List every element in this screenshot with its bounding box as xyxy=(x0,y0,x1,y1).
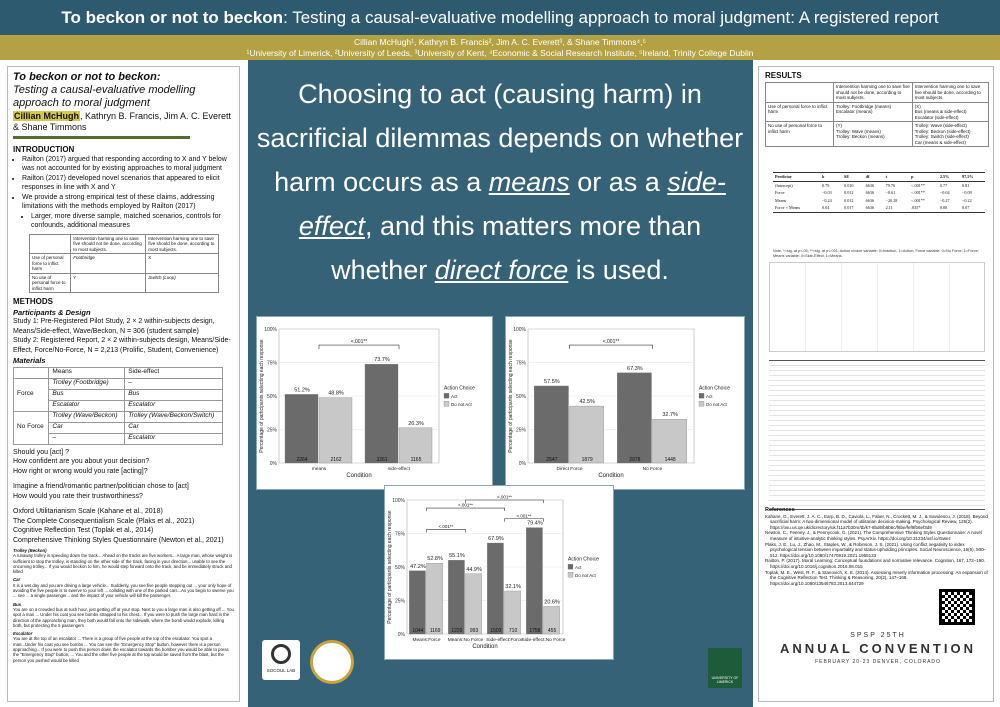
bar-count-label: 710 xyxy=(508,628,518,634)
forest-plot-thumbnail xyxy=(769,262,985,352)
table-cell: Trolley (Wave/Beckon/Switch) xyxy=(125,411,223,422)
x-tick-label: Means:No Force xyxy=(447,638,484,643)
cell: −0.27 xyxy=(939,197,950,203)
y-tick-label: 0% xyxy=(397,632,405,638)
bar xyxy=(409,571,425,634)
scale-item: The Complete Consequentialism Scale (Plaks et al., 2021) xyxy=(13,517,195,525)
intro-bullet: • Railton (2017) argued that responding according to X and Y below was not accounted for by existing approaches to moral judgment xyxy=(22,155,234,174)
question-text: Should you [act] ? xyxy=(13,448,70,456)
bar xyxy=(427,563,443,634)
table-cell: Escalator xyxy=(125,400,223,411)
main-claim xyxy=(250,72,750,292)
participants-heading: Participants & Design xyxy=(13,307,91,317)
x-tick-label: Side-effect:No Force xyxy=(521,638,566,643)
table-cell xyxy=(834,122,913,147)
table-row xyxy=(773,189,985,197)
table-cell: Car xyxy=(49,422,125,433)
references-block xyxy=(765,507,991,586)
significance-label: <.001** xyxy=(458,502,473,508)
table-cell: Escalator xyxy=(125,433,223,444)
bar-value-label: 67.9% xyxy=(488,536,504,543)
scenario-name: Escalator xyxy=(13,631,33,637)
intro-list xyxy=(22,155,234,231)
table-cell: Trolley (Wave/Beckon) xyxy=(49,411,125,422)
x-tick-label: Means:Force xyxy=(412,638,441,643)
bar xyxy=(617,373,651,463)
claim-means: means xyxy=(488,167,570,197)
methods-heading: METHODS xyxy=(13,297,53,306)
claim-text: is used. xyxy=(568,255,669,285)
legend-swatch xyxy=(568,564,573,569)
bar xyxy=(466,574,482,634)
table-row xyxy=(773,181,985,189)
bar xyxy=(365,364,398,463)
y-tick-label: 50% xyxy=(394,565,405,571)
col-header: b xyxy=(820,173,842,182)
bar-count-label: 2264 xyxy=(296,457,308,463)
reference-item: Railton, P. (2017). Moral Learning: Conceptual foundations and normative relevance. Cognition, 167, 172–190. https://doi.org/10.1016/j.cognition.2016.08.015 xyxy=(765,558,986,569)
scenario-text: You are at the top of an escalator ... There is a group of five people at the top of the escalator. You spot a man...Under his coat you see bombs ... You can see the "Emergency Stop" button, however there is a person approaching... If you were to push this person down the escalator towards the bomber you would be able to press the "Emergency Stop" button, ... You and the other five people at the top would be saved from the blast, but the person you pushed would be killed xyxy=(13,636,229,663)
table-row-label: No use of personal force to inflict harm xyxy=(30,273,71,293)
y-tick-label: 100% xyxy=(264,327,277,333)
y-axis-label: Percentage of participants selecting each response xyxy=(259,339,265,453)
chart-svg xyxy=(257,317,492,489)
cell: −0.03 xyxy=(821,190,832,195)
bar-value-label: 67.3% xyxy=(627,365,643,372)
bar-count-label: 2978 xyxy=(629,457,641,463)
legend-label: Do not Act xyxy=(706,401,727,407)
significance-label: <.001** xyxy=(497,494,512,500)
x-tick-label: side-effect xyxy=(387,467,411,472)
cell: 0.017 xyxy=(842,204,864,212)
cell: 6636 xyxy=(865,182,875,188)
table-cell: Trolley (Footbridge) xyxy=(49,378,125,389)
brand-line3: FEBRUARY 20-23 DENVER, COLORADO xyxy=(815,659,941,665)
brand-line1: SPSP 25TH xyxy=(850,632,906,639)
claim-text: , and this matters more than whether xyxy=(331,211,702,285)
socoul-logo-ring xyxy=(271,644,291,664)
table-cell: Bus xyxy=(125,389,223,400)
x-axis-label: Condition xyxy=(346,473,372,479)
scenario-car xyxy=(13,577,234,598)
bar-count-label: 1220 xyxy=(451,628,463,634)
x-tick-label: No Force xyxy=(642,467,663,472)
table-header: Intervention harming one to save five should not be done, according to most subjects. xyxy=(834,83,913,103)
bar-count-label: 1165 xyxy=(410,457,422,463)
study1-text: Study 1: Pre-Registered Pilot Study, 2 × 2 within-subjects design, Means/Side-effect, Wave/Beckon, N = 306 (student sample) xyxy=(13,318,215,335)
scale-item: Oxford Utilitarianism Scale (Kahane et al., 2018) xyxy=(13,508,163,515)
coefficients-table xyxy=(773,172,985,213)
table-header: Side-effect xyxy=(125,367,223,378)
legend-label: Act xyxy=(575,564,582,570)
cell: −0.24 xyxy=(821,197,832,203)
bar-count-label: 1044 xyxy=(412,628,424,634)
bar-count-label: 993 xyxy=(469,628,479,634)
cell-line: Bus (means & side-effect) xyxy=(914,109,967,114)
x-tick-label: Side-effect:Force xyxy=(486,638,523,643)
panel-title xyxy=(13,71,234,110)
chart-svg xyxy=(385,486,613,659)
scenario-bus xyxy=(13,602,234,628)
bar-value-label: 20.6% xyxy=(544,599,560,606)
cell: .035* xyxy=(909,204,938,212)
table-row xyxy=(773,204,985,212)
bar-count-label: 2162 xyxy=(330,457,342,463)
y-tick-label: 25% xyxy=(394,598,405,605)
intro-bullet: • Railton (2017) developed novel scenarios that appeared to elicit responses in line with X and Y xyxy=(22,174,234,193)
y-axis-label: Percentage of participants selecting each response xyxy=(508,339,514,453)
cell-line: Car (means & side-effect) xyxy=(914,139,966,145)
bar-value-label: 44.9% xyxy=(466,566,482,573)
study2-text: Study 2: Registered Report, 2 × 2 within-subjects design, Means/Side-Effect, Force/No-Force, N = 2,213 (Prolific, Student, Convenience) xyxy=(13,337,231,354)
panel-authors xyxy=(13,111,234,133)
cell-line: Trolley: Wave (side-effect) xyxy=(914,123,967,128)
conference-brand xyxy=(768,632,988,665)
y-tick-label: 50% xyxy=(266,394,277,400)
cell: 0.04 xyxy=(820,204,842,212)
panel-title-line1: To beckon or not to beckon: xyxy=(13,71,161,83)
significance-label: <.001** xyxy=(350,339,368,346)
bar-value-label: 79.4% xyxy=(527,520,543,527)
bar-count-label: 1448 xyxy=(664,457,676,463)
legend-label: Act xyxy=(706,393,713,399)
materials-heading: Materials xyxy=(13,356,46,365)
claim-text: or as a xyxy=(569,167,668,197)
bar-value-label: 47.2% xyxy=(410,563,426,570)
y-tick-label: 25% xyxy=(515,427,526,434)
table-cell xyxy=(912,122,988,147)
ul-logo-text: UNIVERSITY OF LIMERICK xyxy=(711,676,739,684)
legend-title: Action Choice xyxy=(699,385,730,392)
claim-direct-force: direct force xyxy=(434,255,569,285)
bar-value-label: 42.5% xyxy=(579,399,595,406)
cell-line: Trolley: Switch (side-effect) xyxy=(914,134,969,139)
table-cell: Switch (Loop) xyxy=(146,273,219,293)
y-tick-label: 75% xyxy=(394,531,405,538)
table-header: Means xyxy=(49,367,125,378)
cell-line: Trolley: Beckon (side-effect) xyxy=(914,128,971,134)
bar-value-label: 51.2% xyxy=(294,387,310,394)
question-text: How right or wrong would you rate [acting]? xyxy=(13,467,148,475)
scenario-name: Bus xyxy=(13,601,22,607)
col-header: df xyxy=(864,173,884,182)
highlighted-author: Cillian McHugh xyxy=(14,111,79,121)
references-heading: References xyxy=(765,507,795,513)
table-cell: Car xyxy=(125,422,223,433)
scenario-escalator xyxy=(13,631,234,663)
intro-sub-bullet: • Larger, more diverse sample, matched scenarios, controls for confounds, additional measures xyxy=(31,212,234,231)
cell-line: (X) xyxy=(914,103,921,109)
questions-block-1 xyxy=(13,448,234,477)
y-axis-label: Percentage of participants selecting each response xyxy=(387,510,393,624)
col-header: p xyxy=(909,173,938,182)
cell: <.001** xyxy=(911,182,925,188)
table-row-label: Force xyxy=(14,378,49,411)
cell-line: Trolley: Footbridge (means) xyxy=(836,103,892,109)
cell-line: Trolley: Wave (means) xyxy=(836,128,881,134)
scales-list xyxy=(13,507,234,545)
panel-title-line3: approach to moral judgment xyxy=(13,97,150,109)
cell: <.001** xyxy=(911,197,925,203)
table-header: Intervention harming one to save five should be done, according to most subjects. xyxy=(146,234,219,254)
cell: 0.00 xyxy=(938,204,960,212)
cell: −0.22 xyxy=(961,197,972,203)
cell: 0.010 xyxy=(844,182,854,188)
y-tick-label: 0% xyxy=(269,461,277,467)
y-tick-label: 75% xyxy=(515,360,526,367)
scale-item: Comprehensive Thinking Styles Questionnaire (Newton et al., 2021) xyxy=(13,536,224,544)
cell-line: Escalator (side-effect) xyxy=(914,114,959,120)
chart-means-sideeffect xyxy=(256,316,493,490)
cell: 6636 xyxy=(865,190,875,195)
scenario-text: You are on a crowded bus at rush hour, just getting off at your stop. Next to you a large man is also getting off ... You spot a man ... Under his coat you see bombs strapped to his chest... If you were to push the large man hard in the direction of the approaching man, they both would fall onto the sidewalk, where the bomb would explode, killing both, but protecting the 5 passengers xyxy=(13,606,234,628)
col-header: 97.5% xyxy=(960,173,985,182)
cell: 0.77 xyxy=(939,182,948,188)
scenario-trolley xyxy=(13,548,234,574)
col-header: t xyxy=(884,173,909,182)
y-tick-label: 50% xyxy=(515,394,526,400)
bar xyxy=(487,543,503,634)
table-cell: – xyxy=(125,378,223,389)
significance-label: <.001** xyxy=(438,523,454,529)
intro-bullet-text: We provide a strong empirical test of these claims, addressing limitations with the methods employed by Railton (2017) xyxy=(22,193,215,210)
reference-item: Toplak, M. E., West, R. F., & Stanovich, K. E. (2014). Assessing miserly information processing: An expansion of the Cognitive Reflection Test. Thinking & Reasoning, 20(2), 147–168. https://doi.org/10.1080/13546783.2013.844729 xyxy=(765,569,988,586)
cell: 79.76 xyxy=(885,182,896,188)
legend-swatch xyxy=(699,401,704,406)
cell: −20.28 xyxy=(885,197,898,203)
legend-swatch xyxy=(568,572,573,577)
author-list: Cillian McHugh¹, Kathryn B. Francis², Jim A. C. Everett³, & Shane Timmons⁴,⁵ xyxy=(353,37,646,47)
cell-line: Escalator (means) xyxy=(836,109,873,114)
cell: Force × Means xyxy=(773,204,820,212)
bar xyxy=(526,528,542,634)
legend-title: Action Choice xyxy=(444,385,475,392)
question-text: How would you rate their trustworthiness? xyxy=(13,492,143,500)
ul-logo xyxy=(708,648,742,688)
socoul-logo xyxy=(262,640,300,680)
cell: −0.04 xyxy=(939,190,950,195)
intro-bullet xyxy=(22,193,234,231)
table-row xyxy=(773,197,985,205)
railton-table xyxy=(29,234,219,294)
x-axis-label: Condition xyxy=(598,473,624,479)
table-cell: Y xyxy=(71,273,146,293)
bar-value-label: 48.8% xyxy=(328,390,344,397)
bar-count-label: 1758 xyxy=(529,628,541,634)
results-table xyxy=(765,82,989,147)
legend-swatch xyxy=(699,393,704,398)
x-tick-label: means xyxy=(311,467,327,472)
cell: 0.79 xyxy=(821,182,830,188)
legend-label: Do not Act xyxy=(575,572,596,578)
table-cell: Footbridge xyxy=(71,254,146,274)
cell: −0.61 xyxy=(885,190,896,195)
bar-count-label: 3261 xyxy=(376,457,388,463)
university-seal-logo xyxy=(310,640,354,684)
panel-title-line2: Testing a causal-evaluative modelling xyxy=(13,84,196,96)
table-cell xyxy=(834,102,913,122)
bar-count-label: 1503 xyxy=(490,628,502,634)
bar-value-label: 73.7% xyxy=(374,357,390,364)
table-header-row xyxy=(773,173,985,182)
bar-count-label: 455 xyxy=(547,628,557,634)
socoul-logo-text: SOCOUL LAB xyxy=(266,668,296,673)
cell: 0.07 xyxy=(960,204,985,212)
table-cell: Bus xyxy=(49,389,125,400)
legend-swatch xyxy=(444,393,449,398)
bar-value-label: 52.8% xyxy=(427,556,443,563)
significance-label: <.001** xyxy=(602,339,620,346)
y-tick-label: 75% xyxy=(266,360,277,367)
cell: <.001** xyxy=(911,190,925,195)
table-cell: X xyxy=(146,254,219,274)
bar-value-label: 32.1% xyxy=(505,583,521,590)
other-authors: , Kathryn B. Francis, Jim A. C. Everett & Shane Timmons xyxy=(13,111,232,132)
cell: 2.11 xyxy=(884,204,909,212)
legend-label: Do not Act xyxy=(451,401,472,407)
cell: Force xyxy=(775,190,785,195)
reference-item: Kahane, G., Everett, J. A. C., Earp, B. D., Caviola, L., Faber, N., Crockett, M. J., & Savulescu, J. (2018). Beyond sacrificial harm: A two-dimensional model of utilitarian decision-making. Psychological Review, 125(2). https://osu.us.qe.uk/dicrectory/uk.f11a7b30nr/tb/k7-8bd6/b6b6c/f8be/fef9fb6ef3d9 xyxy=(765,513,988,530)
reference-item: Plaks, J. E., Lu, J., Zhao, M., Staples, W., & Robinson, J. S. (2021). Using conflict negativity to index psychological tension between impartiality and status-upholding principles. Social Neuroscience, 16(5), 500–512. https://doi.org/10.1080/17470919.2021.1955133 xyxy=(765,541,987,558)
table-cell: – xyxy=(49,433,125,444)
col-header: 2.5% xyxy=(938,173,960,182)
bar-value-label: 55.1% xyxy=(449,553,465,560)
cell-line: Trolley: Beckon (means) xyxy=(836,134,885,139)
bar-count-label: 2547 xyxy=(546,457,558,463)
author-bar xyxy=(0,35,1000,60)
scenario-name: Trolley (Beckon) xyxy=(13,548,47,553)
chart-interaction xyxy=(384,485,614,660)
right-panel xyxy=(758,66,994,702)
bar-value-label: 32.7% xyxy=(662,412,678,419)
legend-label: Act xyxy=(451,393,458,399)
significance-label: <.001** xyxy=(516,513,532,519)
question-text: How confident are you about your decision? xyxy=(13,458,150,465)
bar-count-label: 1169 xyxy=(429,628,441,634)
divider xyxy=(13,136,190,139)
intro-heading: INTRODUCTION xyxy=(13,145,75,154)
cell: (Intercept) xyxy=(775,182,793,188)
legend-swatch xyxy=(444,401,449,406)
reference-item: Newton, C., Feeney, J., & Pennycook, G. (2021). The Comprehensive Thinking Styles Questionnaire: A novel measure of intuitive-analytic thinking styles. PsyArXiv. https://doi.org/10.31234/osf.io/r5wez xyxy=(765,530,982,541)
bar xyxy=(319,398,352,463)
cell: 6636 xyxy=(865,197,875,203)
bar xyxy=(570,406,604,463)
table-cell: Escalator xyxy=(49,400,125,411)
poster-title-bar xyxy=(0,0,1000,35)
table-row-label: Use of personal force to inflict harm xyxy=(30,254,71,274)
question-text: Imagine a friend/romantic partner/politician chose to [act] xyxy=(13,483,189,490)
scenario-text: A runaway trolley is speeding down the track... Ahead on the tracks are five workers... A large man, whose weight is sufficient to stop the trolley, is standing on the other side of the track, facing in your direction... unable to see the oncoming trolley... If you would beckon to him, he would step forward onto the track, and be immediately struck and killed xyxy=(13,553,233,575)
chart-svg xyxy=(506,317,744,489)
chart-force xyxy=(505,316,745,490)
bar-count-label: 1879 xyxy=(581,457,593,463)
scale-item: Cognitive Reflection Test (Toplak et al., 2014) xyxy=(13,527,154,534)
table-row-label: No use of personal force to inflict harm xyxy=(766,122,834,147)
left-panel xyxy=(7,66,240,702)
x-tick-label: Direct Force xyxy=(556,467,583,472)
bar xyxy=(534,386,568,463)
bar-value-label: 26.3% xyxy=(408,420,424,427)
table-cell xyxy=(912,102,988,122)
scenario-text: It is a wet day and you are driving a large vehicle... Suddenly, you see five people stepping out ... your only hope of avoiding the five people is to swerve to your left ... colliding with one of the parked cars...As you begin to swerve you ... see ... a single passenger... and the impact of your vehicle will kill the passenger. xyxy=(13,582,234,599)
table-row-label: No Force xyxy=(14,411,49,444)
claim-side-effect: side-effect xyxy=(298,167,726,241)
bar-value-label: 57.5% xyxy=(544,378,560,385)
cell: 0.81 xyxy=(961,182,970,188)
affiliation-list: ¹University of Limerick, ²University of Leeds, ³University of Kent, ⁴Economic & Social Research Institute, ⁵Ireland, Trinity College Dublin xyxy=(246,48,754,58)
poster-title-bold: To beckon or not to beckon xyxy=(61,7,284,27)
supplementary-table-thumbnail xyxy=(769,360,985,510)
materials-table xyxy=(13,367,223,445)
cell: −0.09 xyxy=(961,190,972,195)
cell: 0.012 xyxy=(844,190,854,195)
col-header: SE xyxy=(842,173,864,182)
bar xyxy=(285,394,318,463)
bar xyxy=(448,560,464,634)
cell-line: (Y) xyxy=(836,123,842,128)
col-header: Predictor xyxy=(773,173,820,182)
table-header: Intervention harming one to save five should not be done, according to most subjects. xyxy=(71,234,146,254)
results-heading: RESULTS xyxy=(765,71,802,80)
cell: Means xyxy=(775,197,787,203)
cell: 6636 xyxy=(864,204,884,212)
cell: 0.012 xyxy=(844,197,854,203)
coef-note: Note. *=sig. at p<.05; **=sig. at p<.001; Action choice variable: 0=Inaction, 1=Action; Force variable: 0=No Force, 1=Force; Means variable: 0=Side-Effect, 1=Means. xyxy=(773,249,979,258)
table-row-label: Use of personal force to inflict harm xyxy=(766,102,834,122)
claim-text: Choosing to act (causing harm) in sacrificial dilemmas depends on whether harm occurs as a xyxy=(256,79,744,197)
legend-title: Action Choice xyxy=(568,556,599,563)
brand-line2: ANNUAL CONVENTION xyxy=(780,641,976,656)
y-tick-label: 100% xyxy=(392,498,405,504)
y-tick-label: 100% xyxy=(513,327,526,333)
x-axis-label: Condition xyxy=(472,644,498,650)
questions-block-2 xyxy=(13,482,234,501)
y-tick-label: 25% xyxy=(266,427,277,434)
qr-code[interactable] xyxy=(939,589,975,625)
table-header: Intervention harming one to save five should be done, according to most subjects. xyxy=(912,83,988,103)
poster-title-rest: : Testing a causal-evaluative modelling approach to moral judgment: A registered report xyxy=(283,7,939,27)
scenario-name: Car xyxy=(13,577,21,583)
y-tick-label: 0% xyxy=(518,461,526,467)
